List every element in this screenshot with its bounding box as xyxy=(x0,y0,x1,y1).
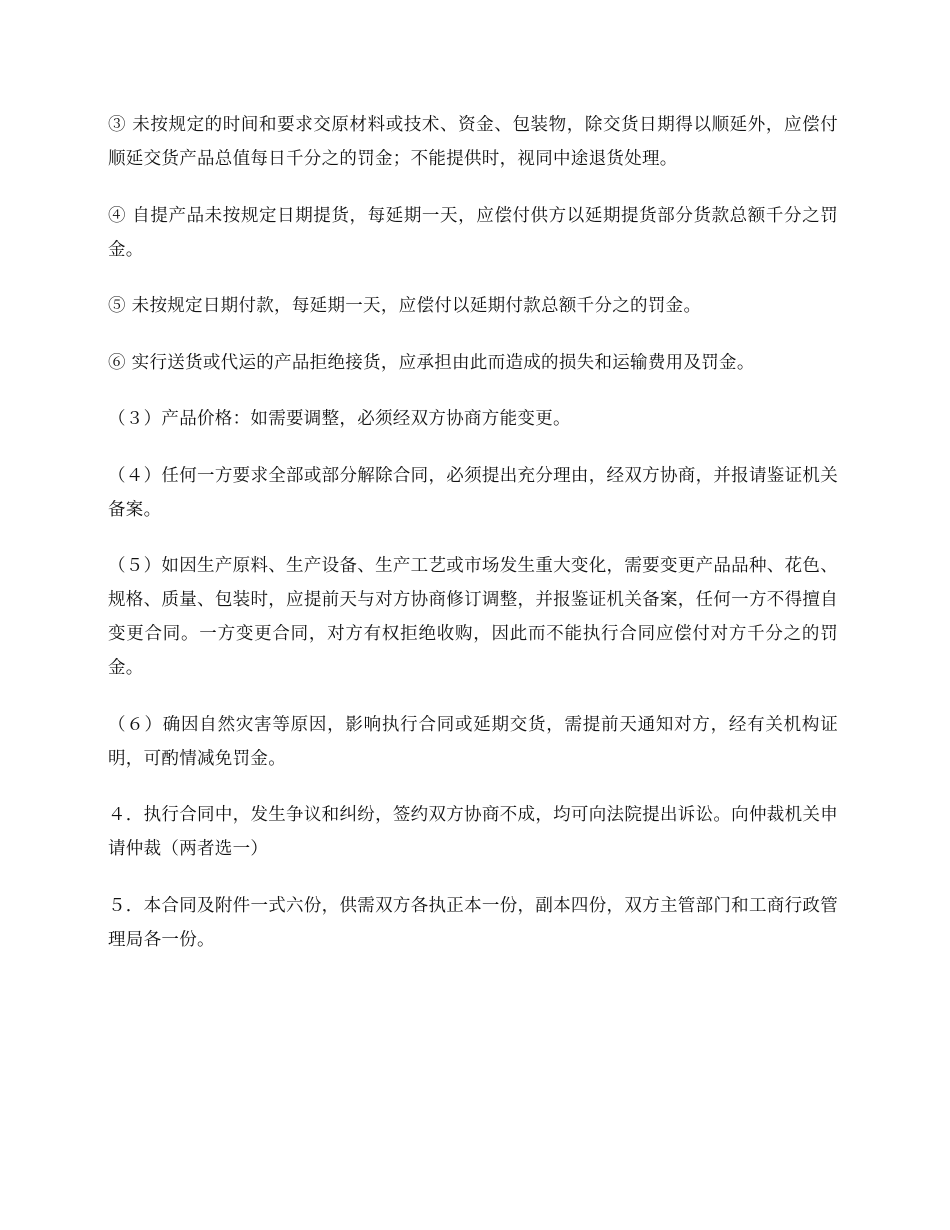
section-3-product-price: （３）产品价格：如需要调整，必须经双方协商方能变更。 xyxy=(108,409,571,429)
clause-4-late-pickup: ④ 自提产品未按规定日期提货，每延期一天，应偿付供方以延期提货部分货款总额千分之罚金。 xyxy=(108,205,838,260)
clause-3-late-materials: ③ 未按规定的时间和要求交原材料或技术、资金、包装物，除交货日期得以顺延外，应偿付顺延交货产品总值每日千分之的罚金；不能提供时，视同中途退货处理。 xyxy=(108,115,838,169)
section-4-contract-termination: （４）任何一方要求全部或部分解除合同，必须提出充分理由，经双方协商，并报请鉴证机关备案。 xyxy=(108,465,838,520)
document-body xyxy=(108,108,838,979)
article-5-copies: ５．本合同及附件一式六份，供需双方各执正本一份，副本四份，双方主管部门和工商行政管理局各一份。 xyxy=(108,895,838,950)
clause-5-late-payment: ⑤ 未按规定日期付款，每延期一天，应偿付以延期付款总额千分之的罚金。 xyxy=(108,296,702,316)
section-6-force-majeure: （６）确因自然灾害等原因，影响执行合同或延期交货，需提前天通知对方，经有关机构证明，可酌情减免罚金。 xyxy=(108,714,838,769)
clause-6-refused-delivery: ⑥ 实行送货或代运的产品拒绝接货，应承担由此而造成的损失和运输费用及罚金。 xyxy=(108,352,755,373)
article-4-dispute-resolution: ４．执行合同中，发生争议和纠纷，签约双方协商不成，均可向法院提出诉讼。向仲裁机关申请仲裁（两者选一） xyxy=(108,805,838,859)
section-5-contract-changes: （５）如因生产原料、生产设备、生产工艺或市场发生重大变化，需要变更产品品种、花色、规格、质量、包装时，应提前天与对方协商修订调整，并报鉴证机关备案，任何一方不得擅自变更合同。一方变更合同，对方有权拒绝收购，因此而不能执行合同应偿付对方千分之的罚金。 xyxy=(108,556,838,678)
